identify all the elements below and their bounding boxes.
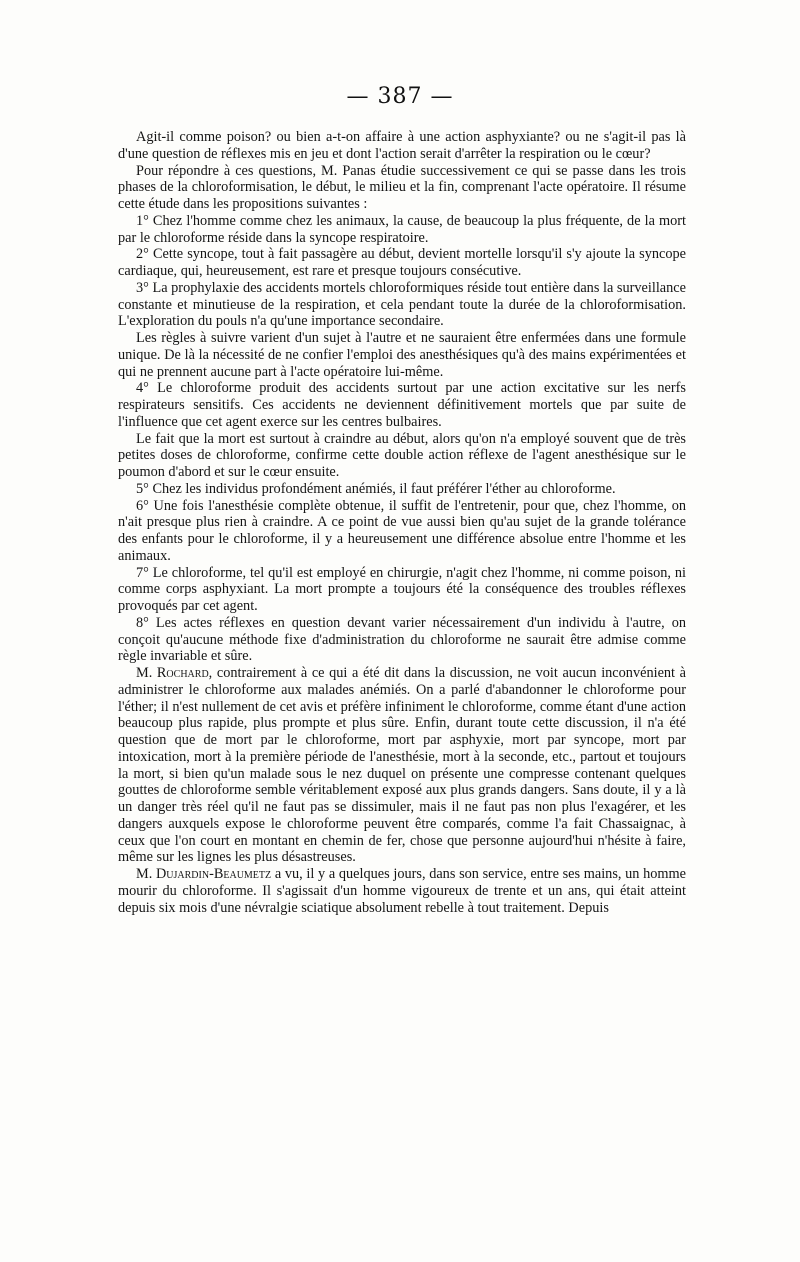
paragraph-rules: Les règles à suivre varient d'un sujet à l'autre et ne sauraient être enfermées dans une formule unique. De là la nécessité de ne confier l'emploi des anesthésiques qu'à des mains expérimentées et qui ne prennent aucune part à l'acte opératoire lui-même. (118, 330, 686, 380)
speaker-name-dujardin-beaumetz: M. Dujardin-Beaumetz (136, 866, 272, 882)
paragraph-proposition-8: 8° Les actes réflexes en question devant varier nécessairement d'un individu à l'autre, on conçoit qu'aucune méthode fixe d'administration du chloroforme ne saurait être admise comme règle invariable et sûre. (118, 614, 686, 665)
paragraph-dujardin-beaumetz (118, 866, 686, 916)
paragraph-early-death: Le fait que la mort est surtout à craindre au début, alors qu'on n'a employé souvent que de très petites doses de chloroforme, confirme cette double action réflexe de l'agent anesthésique sur le poumon d'abord et sur le cœur ensuite. (118, 430, 686, 480)
body-text (118, 129, 686, 916)
paragraph-proposition-5: 5° Chez les individus profondément anémiés, il faut préférer l'éther au chloroforme. (136, 480, 616, 497)
paragraph-dujardin-beaumetz-body: a vu, il y a quelques jours, dans son service, entre ses mains, un homme mourir du chloroforme. Il s'agissait d'un homme vigoureux de trente et un ans, qui était atteint depuis six mois d'une névralgie sciatique absolument rebelle à tout traitement. Depuis (118, 866, 686, 916)
paragraph-proposition-2: 2° Cette syncope, tout à fait passagère au début, devient mortelle lorsqu'il s'y ajoute la syncope cardiaque, qui, heureusement, est rare et presque toujours consécutive. (118, 246, 686, 279)
page-number: — 387 — (346, 84, 454, 109)
paragraph-proposition-4: 4° Le chloroforme produit des accidents surtout par une action excitative sur les nerfs respirateurs sensitifs. Ces accidents ne deviennent définitivement mortels que par suite de l'influence que cet agent exerce sur les centres bulbaires. (118, 380, 686, 430)
paragraph-proposition-3: 3° La prophylaxie des accidents mortels chloroformiques réside tout entière dans la surveillance constante et minutieuse de la respiration, et cela pendant toute la durée de la chloroformisation. L'exploration du pouls n'a qu'une importance secondaire. (118, 279, 686, 330)
paragraph-rochard (118, 665, 686, 866)
paragraph-proposition-7: 7° Le chloroforme, tel qu'il est employé en chirurgie, n'agit chez l'homme, ni comme poison, ni comme corps asphyxiant. La mort prompte a toujours été la conséquence des troubles réflexes provoqués par cet agent. (118, 564, 686, 614)
speaker-name-rochard: M. Rochard, (136, 665, 213, 681)
paragraph-rochard-body: contrairement à ce qui a été dit dans la discussion, ne voit aucun inconvénient à administrer le chloroforme aux malades anémiés. On a parlé d'abandonner le chloroforme pour l'éther; il n'est nullement de cet avis et préfère infiniment le chloroforme, comme étant d'une action beaucoup plus rapide, plus prompte et plus sûre. Enfin, durant toute cette discussion, il n'a été question que de mort par le chloroforme, mort par asphyxie, mort par syncope, mort par intoxication, mort à la première période de l'anesthésie, mort à la seconde, etc., partout et toujours la mort, si bien qu'un malade sous le nez duquel on présente une compresse contenant quelques gouttes de chloroforme semble véritablement exposé aux plus grands dangers. Sans doute, il y a là un danger très réel qu'il ne faut pas se dissimuler, mais il ne faut pas non plus l'exagérer, et les dangers auxquels expose le chloroforme peuvent être comparés, comme l'a fait Chassaignac, à ceux que l'on court en montant en chemin de fer, chose que personne aujourd'hui n'hésite à faire, même sur les lignes les plus désastreuses. (118, 665, 686, 866)
paragraph-panas-intro: Pour répondre à ces questions, M. Panas étudie successivement ce qui se passe dans les trois phases de la chloroformisation, le début, le milieu et la fin, comprenant l'acte opératoire. Il résume cette étude dans les propositions suivantes : (118, 162, 686, 212)
paragraph-proposition-1: 1° Chez l'homme comme chez les animaux, la cause, de beaucoup la plus fréquente, de la mort par le chloroforme réside dans la syncope respiratoire. (118, 212, 686, 246)
paragraph-proposition-6: 6° Une fois l'anesthésie complète obtenue, il suffit de l'entretenir, pour que, chez l'homme, on n'ait presque plus rien à craindre. A ce point de vue aussi bien qu'au sujet de la grande tolérance des enfants pour le chloroforme, il y a heureusement une différence absolue entre l'homme et les animaux. (118, 497, 686, 564)
paragraph-question: Agit-il comme poison? ou bien a-t-on affaire à une action asphyxiante? ou ne s'agit-il pas là d'une question de réflexes mis en jeu et dont l'action serait d'arrêter la respiration ou le cœur? (118, 129, 686, 162)
